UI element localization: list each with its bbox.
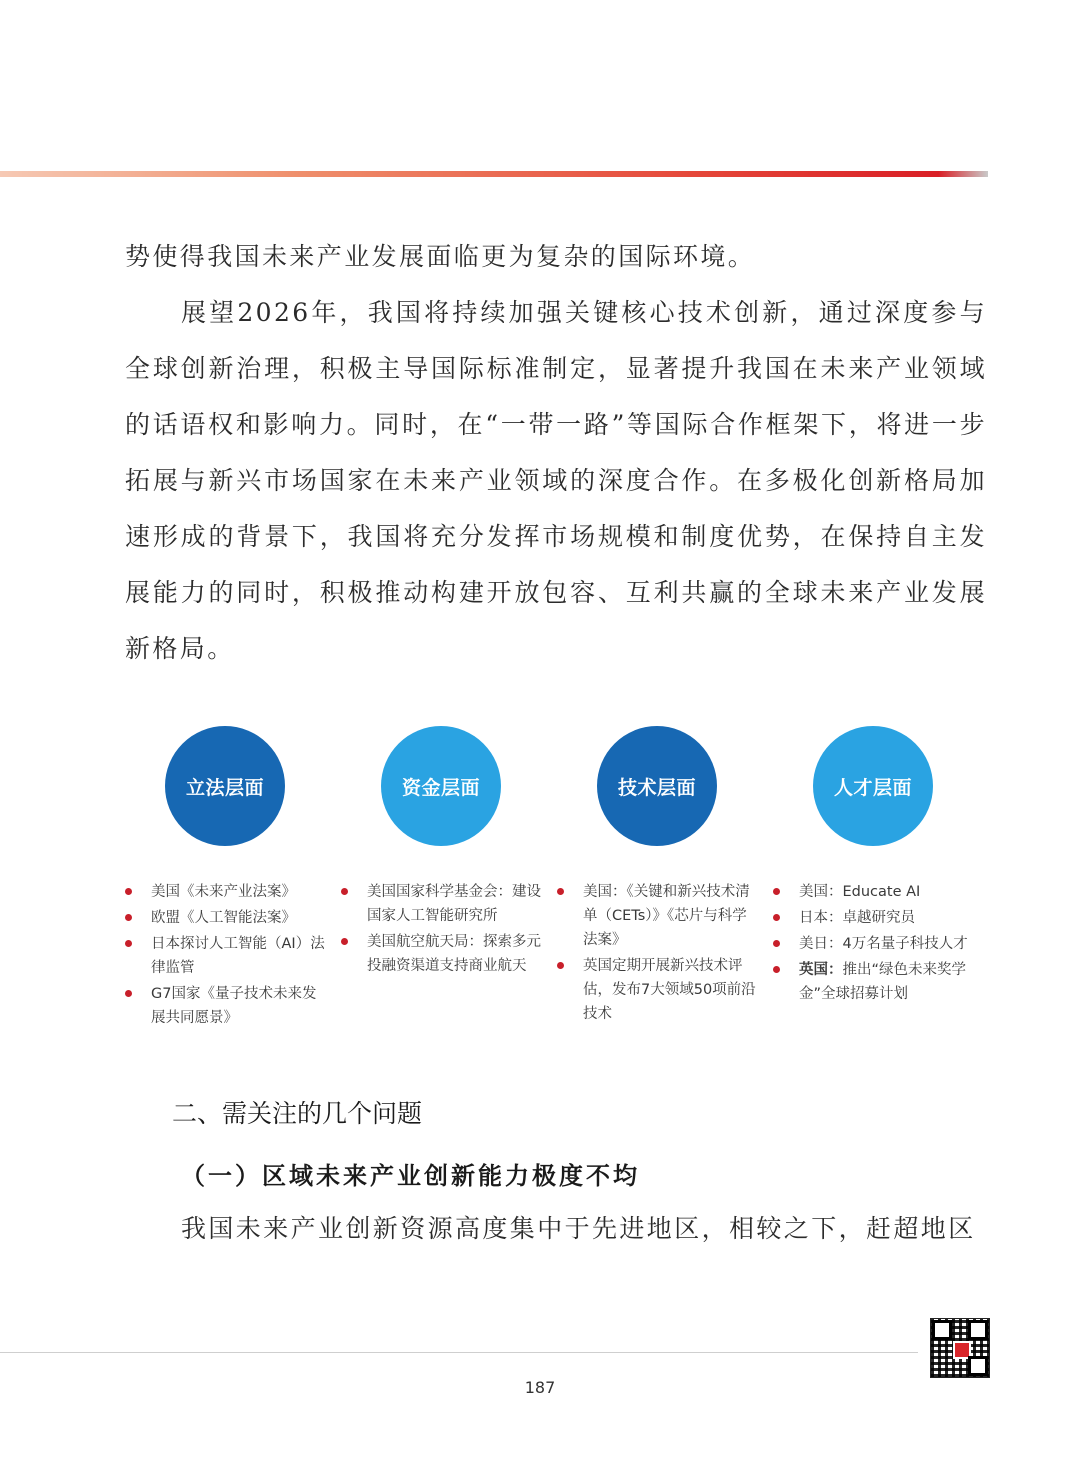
paragraph-outlook: 展望2026年，我国将持续加强关键核心技术创新，通过深度参与全球创新治理，积极主导国际标准制定，显著提升我国在未来产业领域的话语权和影响力。同时，在“一带一路”等国际合作框架下，将进一步拓展与新兴市场国家在未来产业领域的深度合作。在多极化创新格局加速形成的背景下，我国将充分发挥市场规模和制度优势，在保持自主发展能力的同时，积极推动构建开放包容、互利共赢的全球未来产业发展新格局。 [125,298,987,663]
page-number: 187 [524,1378,556,1397]
list-item: 欧盟《人工智能法案》 [125,906,325,930]
list-item-bold-label: 英国： [799,962,843,978]
panel-list-technology [557,880,757,1028]
paragraph-regional: 我国未来产业创新资源高度集中于先进地区，相较之下，赶超地区 [181,1214,976,1243]
section-heading: 二、需关注的几个问题 [172,1099,423,1128]
list-item: 美国：《关键和新兴技术清单（CETs）》《芯片与科学法案》 [557,880,757,952]
panel-list-legislation [125,880,325,1032]
list-item: 英国定期开展新兴技术评估，发布7大领域50项前沿技术 [557,954,757,1026]
header-rule [0,171,988,177]
qr-code-icon [930,1318,990,1378]
panel-legislation [125,726,325,1026]
panel-circle-funding: 资金层面 [381,726,501,846]
qr-logo-icon [953,1341,971,1359]
footer-rule [0,1352,918,1353]
list-item: 美国：Educate AI [773,880,973,904]
panel-funding [341,726,541,974]
panel-circle-talent: 人才层面 [813,726,933,846]
panel-talent [773,726,973,1002]
list-item [773,958,973,1006]
list-item: G7国家《量子技术未来发展共同愿景》 [125,982,325,1030]
subsection-heading: （一）区域未来产业创新能力极度不均 [181,1161,640,1190]
list-item: 美国国家科学基金会：建设国家人工智能研究所 [341,880,541,928]
list-item-text: 推出“绿色未来奖学金”全球招募计划 [799,962,967,1002]
panel-list-funding [341,880,541,980]
panel-list-talent [773,880,973,1008]
list-item: 美日：4万名量子科技人才 [773,932,973,956]
panel-technology [557,726,757,1022]
qr-finder-icon [968,1320,988,1340]
list-item: 日本探讨人工智能（AI）法律监管 [125,932,325,980]
list-item: 美国《未来产业法案》 [125,880,325,904]
paragraph-continuation: 势使得我国未来产业发展面临更为复杂的国际环境。 [125,242,756,271]
list-item: 日本：卓越研究员 [773,906,973,930]
list-item: 美国航空航天局：探索多元投融资渠道支持商业航天 [341,930,541,978]
panel-circle-technology: 技术层面 [597,726,717,846]
panel-circle-legislation: 立法层面 [165,726,285,846]
